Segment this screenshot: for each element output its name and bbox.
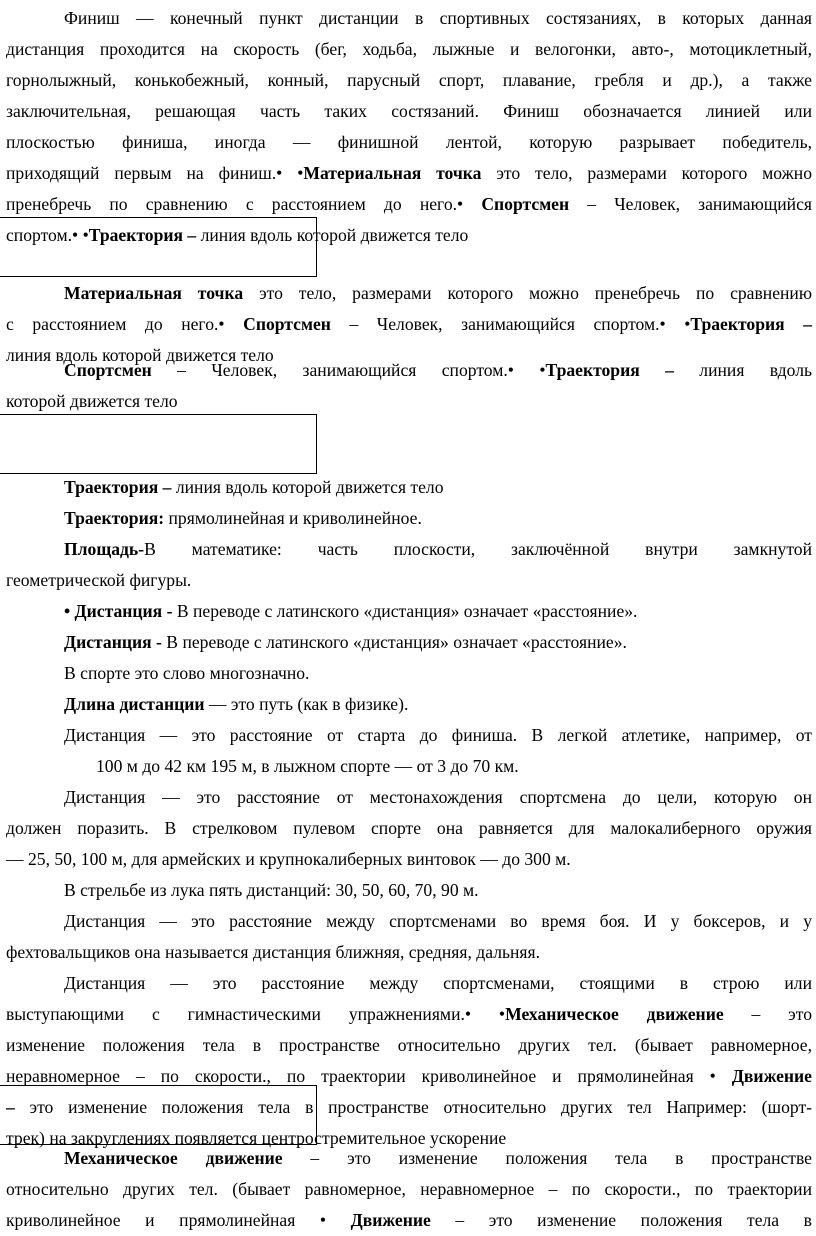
text-run: с расстоянием до него.• xyxy=(6,314,244,334)
empty-frame xyxy=(0,414,317,474)
term-bold: Движение xyxy=(731,1066,812,1086)
text-run: – Человек, занимающийся xyxy=(569,194,812,214)
paragraph-finish xyxy=(6,3,812,251)
text-run: неравномерное – по скорости., по траектории криволинейное и прямолинейная • xyxy=(6,1066,732,1086)
text-line: В стрельбе из лука пять дистанций: 30, 50, 60, 70, 90 м. xyxy=(64,880,479,900)
text-line xyxy=(6,596,812,627)
text-line: Дистанция — это расстояние от старта до финиша. В легкой атлетике, например, от xyxy=(64,725,812,745)
text-line: 100 м до 42 км 195 м, в лыжном спорте — от 3 до 70 км. xyxy=(96,756,519,776)
term-bold: Дистанция - xyxy=(64,632,162,652)
text-line: линия вдоль которой движется тело xyxy=(6,345,274,365)
term-bold: Спортсмен xyxy=(64,360,152,380)
term-bold: Площадь- xyxy=(64,539,145,559)
term-bold: Траектория – xyxy=(690,314,812,334)
text-line xyxy=(6,158,812,189)
text-run: В переводе с латинского «дистанция» означает «расстояние». xyxy=(161,632,627,652)
text-run: выступающими с гимнастическими упражнениями.• • xyxy=(6,1004,506,1024)
term-bold: Траектория – xyxy=(64,477,172,497)
term-bold: Спортсмен xyxy=(481,194,570,214)
empty-frame xyxy=(0,217,317,277)
text-run: криволинейное и прямолинейная • xyxy=(6,1210,351,1230)
text-line: должен поразить. В стрелковом пулевом спорте она равняется для малокалиберного оружия xyxy=(6,818,812,838)
text-line: Дистанция — это расстояние между спортсменами, стоящими в строю или xyxy=(64,973,812,993)
text-line xyxy=(6,999,812,1030)
text-line xyxy=(6,1143,812,1174)
text-run: В математике: часть плоскости, заключённой внутри замкнутой xyxy=(144,539,812,559)
text-line: дистанция проходится на скорость (бег, ходьба, лыжные и велогонки, авто-, мотоциклетный, xyxy=(6,39,812,59)
text-run: прямолинейная и криволинейное. xyxy=(164,508,422,528)
text-run: – Человек, занимающийся спортом.• • xyxy=(151,360,546,380)
text-run: линия вдоль которой движется тело xyxy=(196,225,469,245)
empty-frame xyxy=(0,1085,317,1145)
text-line xyxy=(6,189,812,220)
term-bold: Траектория – xyxy=(545,360,674,380)
term-bold: Траектория – xyxy=(88,225,197,245)
text-run: это тело, размерами которого можно пренебречь по сравнению xyxy=(243,283,812,303)
text-run: – это xyxy=(723,1004,812,1024)
text-line xyxy=(6,534,812,565)
text-line: плоскостью финиша, иногда — финишной лентой, которую разрывает победитель, xyxy=(6,132,812,152)
text-run: В переводе с латинского «дистанция» означает «расстояние». xyxy=(172,601,638,621)
text-run: спортом.• • xyxy=(6,225,89,245)
term-bold: Спортсмен xyxy=(243,314,331,334)
term-bold: Материальная точка xyxy=(64,283,244,303)
term-bold: Механическое движение xyxy=(64,1148,283,1168)
text-line: Финиш — конечный пункт дистанции в спортивных состязаниях, в которых данная xyxy=(64,8,812,28)
paragraph-definitions xyxy=(6,472,812,1154)
text-line: — 25, 50, 100 м, для армейских и крупнокалиберных винтовок — до 300 м. xyxy=(6,849,571,869)
term-bold: Длина дистанции xyxy=(64,694,205,714)
text-run: это тело, размерами которого можно xyxy=(481,163,812,183)
text-run: – это изменение положения тела в пространстве xyxy=(282,1148,812,1168)
text-line: фехтовальщиков она называется дистанция ближняя, средняя, дальняя. xyxy=(6,942,540,962)
term-bold: Механическое движение xyxy=(505,1004,724,1024)
term-bold: Материальная точка xyxy=(303,163,482,183)
text-line: геометрической фигуры. xyxy=(6,570,192,590)
text-line xyxy=(6,689,812,720)
paragraph-mechanical-motion xyxy=(6,1143,812,1236)
text-run: линия вдоль которой движется тело xyxy=(171,477,444,497)
term-bold: – xyxy=(6,1097,15,1117)
text-line: трек) на закруглениях появляется центростремительное ускорение xyxy=(6,1128,507,1148)
term-bold: Траектория: xyxy=(64,508,165,528)
paragraph-sportsman xyxy=(6,355,812,417)
text-line: заключительная, решающая часть таких состязаний. Финиш обозначается линией или xyxy=(6,101,812,121)
text-line xyxy=(6,627,812,658)
text-run: – это изменение положения тела в xyxy=(430,1210,812,1230)
text-run: — это путь (как в физике). xyxy=(204,694,409,714)
text-line xyxy=(6,355,812,386)
text-run: приходящий первым на финиш.• • xyxy=(6,163,304,183)
text-line: относительно других тел. (бывает равномерное, неравномерное – по скорости., по траектории xyxy=(6,1179,812,1199)
text-line: которой движется тело xyxy=(6,391,178,411)
term-bold: Движение xyxy=(350,1210,431,1230)
text-line: Дистанция — это расстояние от местонахождения спортсмена до цели, которую он xyxy=(64,787,812,807)
term-bold: • Дистанция - xyxy=(64,601,173,621)
text-line: горнолыжный, конькобежный, конный, парусный спорт, плавание, гребля и др.), а также xyxy=(6,70,812,90)
text-run: это изменение положения тела в пространстве относительно других тел Например: (шорт- xyxy=(14,1097,812,1117)
text-line: Дистанция — это расстояние между спортсменами во время боя. И у боксеров, и у xyxy=(64,911,812,931)
text-run: – Человек, занимающийся спортом.• • xyxy=(330,314,691,334)
text-line xyxy=(6,278,812,309)
text-line xyxy=(6,309,812,340)
text-line xyxy=(6,1205,812,1236)
text-run: пренебречь по сравнению с расстоянием до него.• xyxy=(6,194,482,214)
text-run: линия вдоль xyxy=(673,360,812,380)
text-line xyxy=(6,503,812,534)
text-line xyxy=(6,472,812,503)
text-line: В спорте это слово многозначно. xyxy=(64,663,310,683)
text-line: изменение положения тела в пространстве относительно других тел. (бывает равномерное, xyxy=(6,1035,812,1055)
